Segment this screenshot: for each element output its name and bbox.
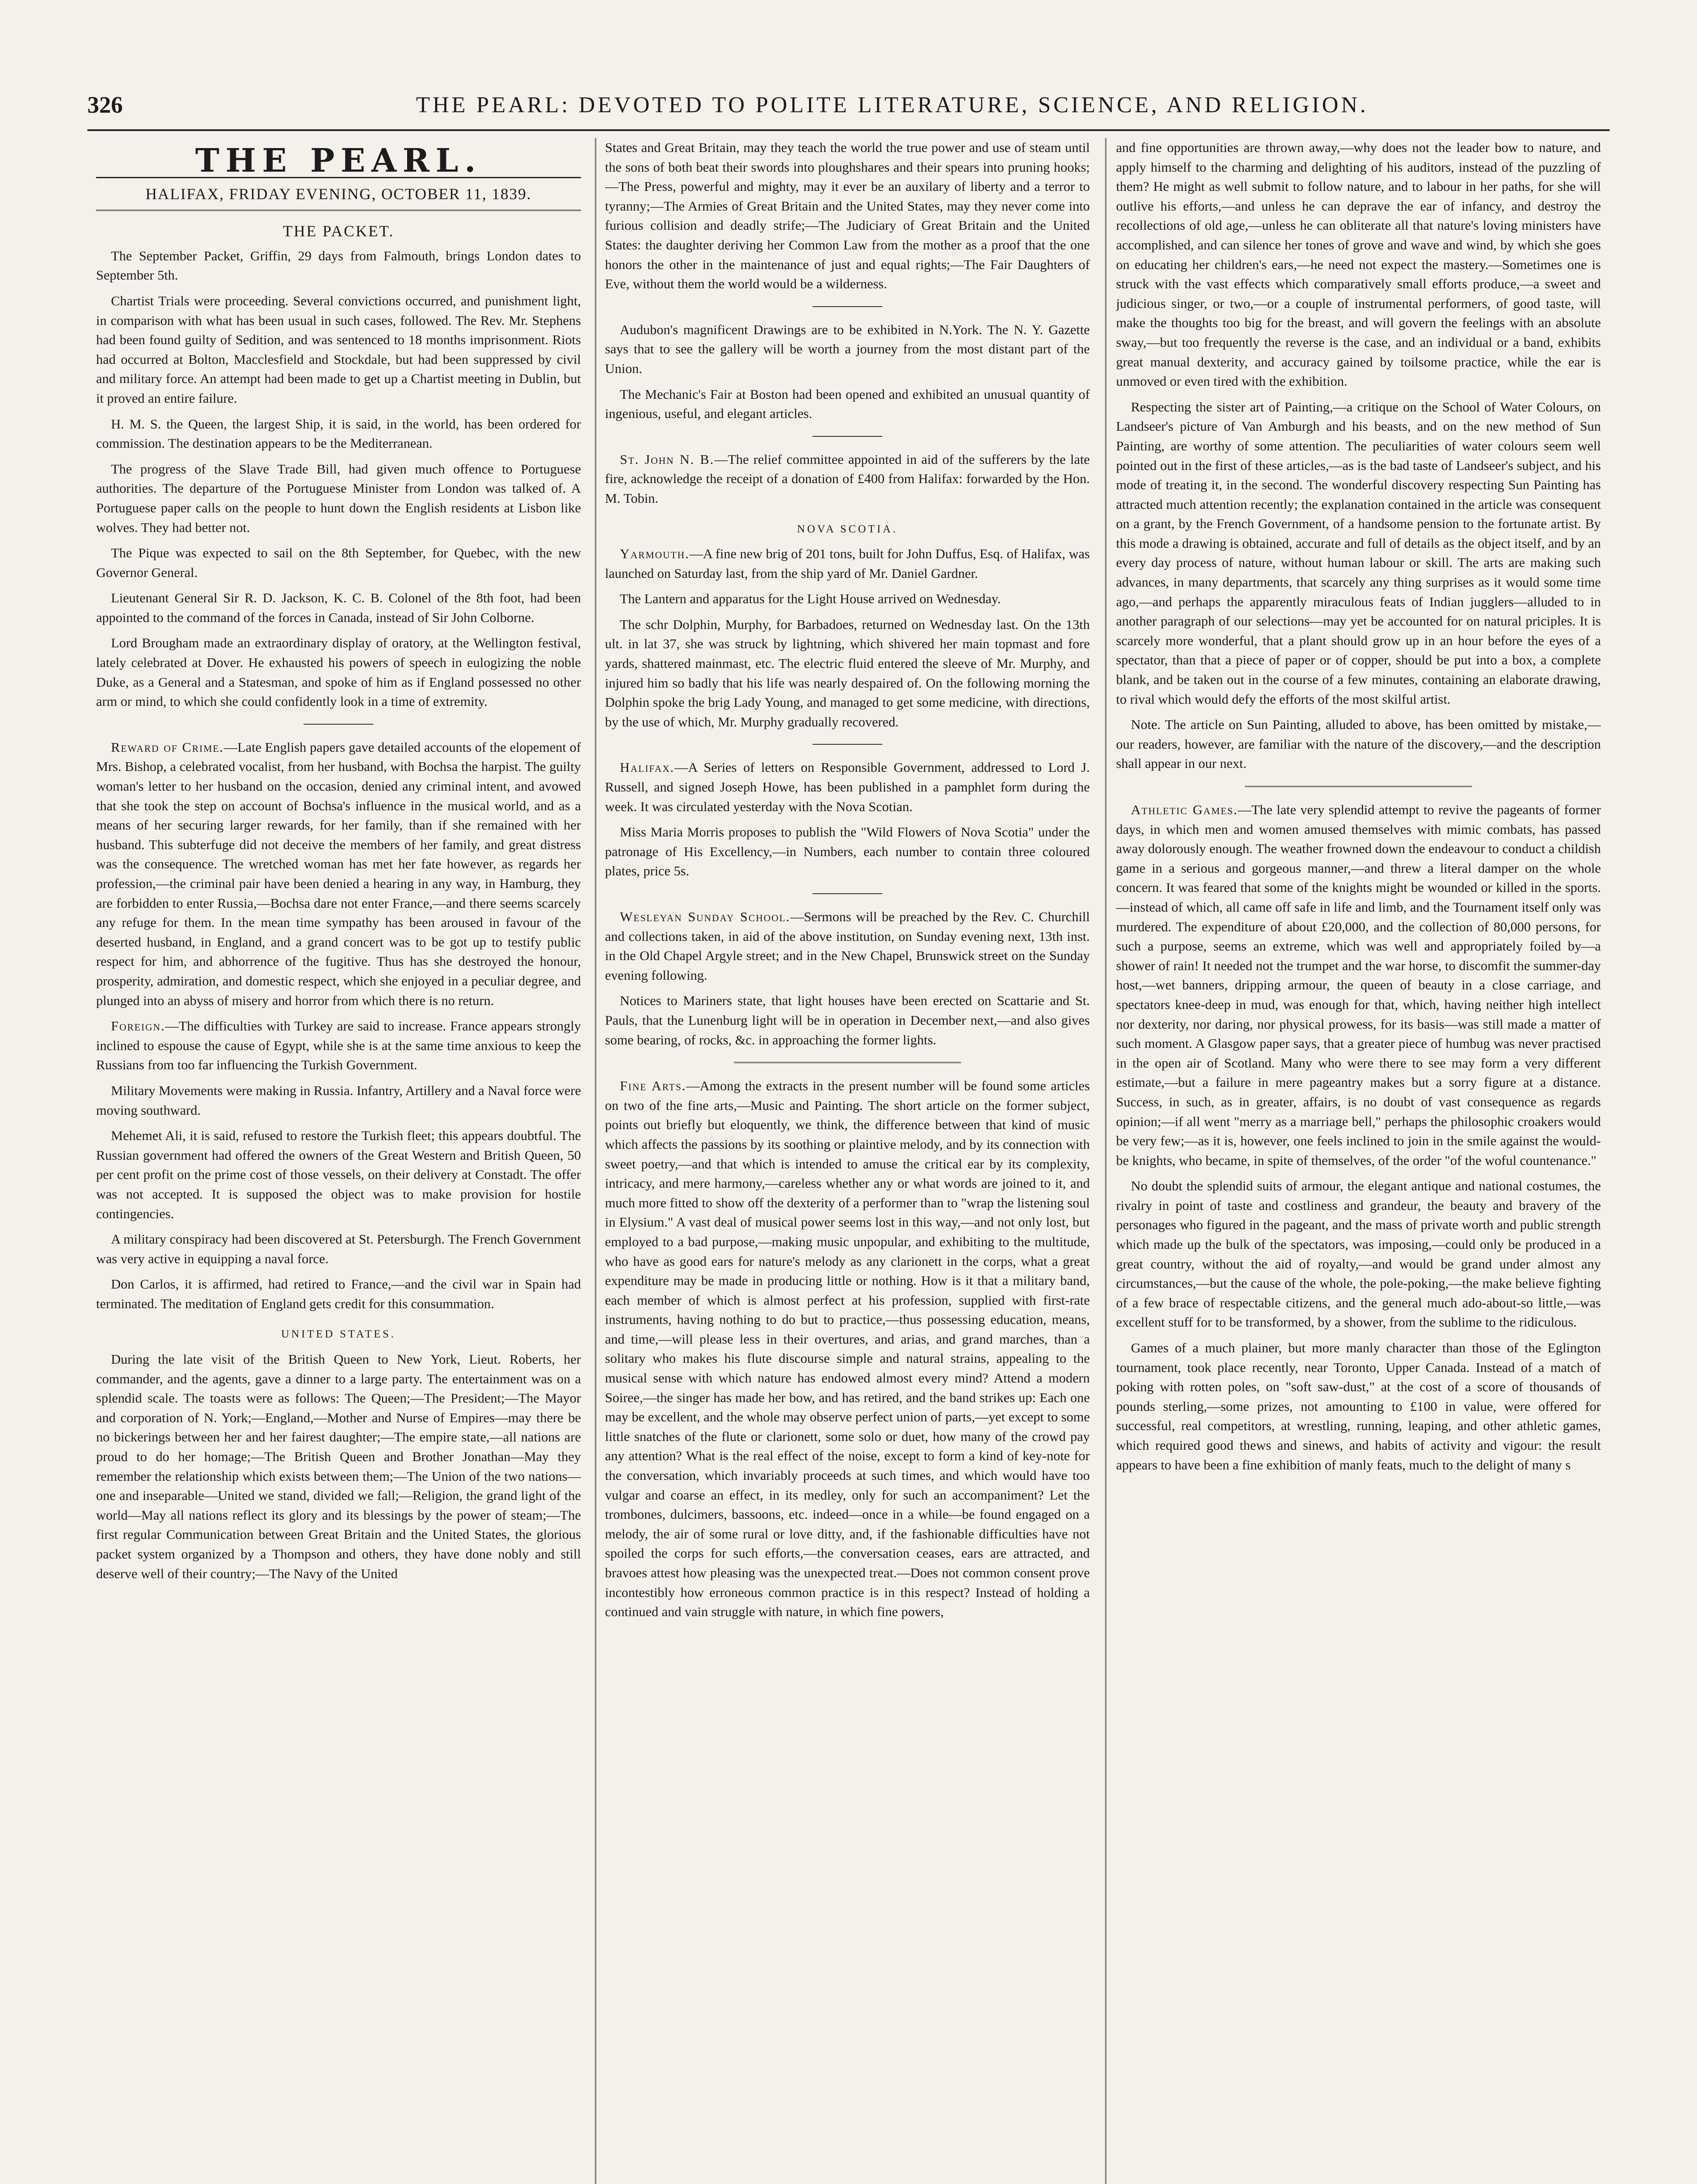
page-number: 326: [87, 92, 123, 118]
article-paragraph: The Lantern and apparatus for the Light House arrived on Wednesday.: [620, 591, 1001, 607]
article-paragraph: Miss Maria Morris proposes to publish the "Wild Flowers of Nova Scotia" under the patronage of His Excellency,—in Numbers, each number to contain three coloured plates, price 5s.: [605, 824, 1090, 879]
article-paragraph: The September Packet, Griffin, 29 days from Falmouth, brings London dates to September 5th.: [96, 248, 581, 283]
article-paragraph: The Pique was expected to sail on the 8th September, for Quebec, with the new Governor General.: [96, 545, 581, 580]
section-divider: [812, 436, 882, 437]
article-paragraph: H. M. S. the Queen, the largest Ship, it is said, in the world, has been ordered for commission. The destination appears to be the Mediterranean.: [96, 416, 581, 451]
article-paragraph: Notices to Mariners state, that light houses have been erected on Scattarie and St. Pauls, that the Lunenburg light will be in operation in December next,—and also gives some bearing, of rocks, &c. in approaching the former lights.: [605, 993, 1090, 1047]
column-2: [605, 138, 1090, 2184]
article-paragraph: Don Carlos, it is affirmed, had retired to France,—and the civil war in Spain had terminated. The meditation of England gets credit for this consummation.: [96, 1276, 581, 1311]
fine-arts-lead: Fine Arts.: [620, 1078, 686, 1094]
article-paragraph: The Mechanic's Fair at Boston had been opened and exhibited an unusual quantity of ingenious, useful, and elegant articles.: [605, 386, 1090, 422]
yarmouth-article: [605, 544, 1090, 583]
section-divider: [304, 724, 373, 725]
article-paragraph: States and Great Britain, may they teach the world the true power and use of steam until the sons of both beat their swords into ploughshares and their spears into pruning hooks;—The Press, powerful and mighty, may it ever be an auxilary of liberty and a terror to tyranny;—The Armies of Great Britain and the United States, may they never come into furious collision and deadly strife;—The Judiciary of Great Britain and the United States: the daughter deriving her Common Law from the mother as a proof that the one honors the other in the maintenance of just and equal rights;—The Fair Daughters of Eve, without them the world would be a wilderness.: [605, 140, 1090, 292]
column-rule-1: [595, 138, 596, 2184]
crime-text: —Late English papers gave detailed accounts of the elopement of Mrs. Bishop, a celebrated vocalist, from her husband, with Bochsa the harpist. The guilty woman's letter to her husband on the occasion, denied any criminal intent, and avowed that she took the step on account of Bochsa's influence in the musical world, and as a means of her securing larger rewards, for her family, than if she remained with her husband. This subterfuge did not deceive the members of her family, and great distress was the consequence. The wretched woman has met her fate however, as regards her profession,—the criminal pair have been denied a hearing in any way, in Hamburg, they are forbidden to enter Russia,—Bochsa dare not enter France,—and there seems scarcely any refuge for them. In the mean time sympathy has been aroused in favour of the deserted husband, in England, and a grand concert was to be got up to testify public respect for him, and abhorrence of the fugitive. Thus has she destroyed the honour, prosperity, admiration, and domestic respect, which she enjoyed in a peculiar degree, and plunged into an abyss of misery and horror from which there is no return.: [96, 739, 581, 1008]
column-1: [96, 138, 581, 2184]
article-paragraph: Lieutenant General Sir R. D. Jackson, K. C. B. Colonel of the 8th foot, had been appointed to the command of the forces in Canada, instead of Sir John Colborne.: [96, 590, 581, 625]
article-paragraph: Audubon's magnificent Drawings are to be exhibited in N.York. The N. Y. Gazette says that to see the gallery will be worth a journey from the most distant part of the Union.: [605, 321, 1090, 376]
section-divider: [812, 306, 882, 307]
stjohn-lead: St. John N. B.: [620, 451, 715, 467]
yarmouth-lead: Yarmouth.: [620, 546, 690, 562]
article-paragraph: No doubt the splendid suits of armour, the elegant antique and national costumes, the rivalry in point of taste and costliness and grandeur, the beauty and bravery of the personages who figured in the pageant, and the mass of private worth and public strength which made up the bulk of the spectators, was imposing,—could only be produced in a great country, without the aid of royalty,—and would be grand under almost any circumstances,—but the cause of the whole, the pole-poking,—the make believe fighting of a few brace of respectable citizens, and the general much ado-about-so little,—was excellent stuff for to be transformed, by a shower, from the sublime to the ridiculous.: [1116, 1178, 1601, 1330]
crime-lead: Reward of Crime.: [111, 739, 224, 755]
wesleyan-article: [605, 907, 1090, 985]
athletic-lead: Athletic Games.: [1131, 802, 1238, 817]
foreign-text: —The difficulties with Turkey are said to increase. France appears strongly inclined to espouse the cause of Egypt, while she is at the same time anxious to keep the Russians from too far influencing the Turkish Government.: [96, 1018, 581, 1073]
section-divider: [734, 1062, 961, 1063]
article-paragraph: During the late visit of the British Queen to New York, Lieut. Roberts, her commander, and the agents, gave a dinner to a large party. The entertainment was on a splendid scale. The toasts were as follows: The Queen;—The President;—The Mayor and corporation of N. York;—England,—Mother and Nurse of Empires—may there be no bickerings between her and her fairest daughter;—The empire state,—all nations are proud to do her homage;—The British Queen and Brother Jonathan—May they remember the relationship which exists between them;—The Union of the two nations—one and inseparable—United we stand, divided we fall;—Religion, the grand light of the world—May all nations reflect its glory and its blessings by the power of steam;—The first regular Communication between Great Britain and the United States, the glorious packet system organized by a Thompson and others, they have done nobly and still deserve well of their country;—The Navy of the United: [96, 1351, 581, 1581]
athletic-text: —The late very splendid attempt to revive the pageants of former days, in which men and women amused themselves with mimic combats, has passed away dolorously enough. The weather frowned down the endeavour to conduct a childish game in a serious and gorgeous manner,—and threw a literal damper on the whole concern. It was feared that some of the knights might be wounded or killed in the sports.—instead of which, all came off safe in life and limb, and the Tournament itself only was murdered. The expenditure of about £20,000, and the collection of 80,000 persons, for such a purpose, seems an extreme, which was well and appropriately foiled by—a shower of rain! It needed not the trumpet and the war horse, to discomfit the summer-day host,—wet banners, dripping armour, the queen of beauty in a close carriage, and spectators knee-deep in mud, was enough for that, which, having neither high intellect nor dexterity, nor daring, nor physical prowess, for its basis—was still made a matter of such moment. A Glasgow paper says, that a greater piece of humbug was never practised in the open air of Scotland. Many who were there to see may form a very different estimate,—but a failure in mere pageantry makes but a sorry figure at a distance. Success, in such, as in greater, affairs, is no doubt of vast consequence as regards opinion;—if all went "merry as a marriage bell," perhaps the philosophic croakers would be very few;—as it is, however, one feels inclined to join in the smile against the would-be knights, who became, in spite of themselves, of the order "of the woful countenance.": [1116, 802, 1601, 1168]
running-head: [87, 87, 1610, 122]
fine-arts-article: [605, 1076, 1090, 1622]
header-rule: [87, 129, 1610, 131]
note-paragraph: Note. The article on Sun Painting, alluded to above, has been omitted by mistake,—our readers, however, are familiar with the nature of the discovery,—and the description shall appear in our next.: [1116, 717, 1601, 771]
article-paragraph: Mehemet Ali, it is said, refused to restore the Turkish fleet; this appears doubtful. The Russian government had offered the owners of the Great Western and British Queen, 50 per cent profit on the prime cost of those vessels, on their delivery at Constadt. The offer was not accepted. It is supposed the object was to make provision for hostile contingencies.: [96, 1128, 581, 1221]
united-states-heading: UNITED STATES.: [281, 1328, 396, 1341]
stjohn-article: [605, 450, 1090, 508]
nova-scotia-heading: NOVA SCOTIA.: [797, 523, 898, 535]
article-paragraph: Lord Brougham made an extraordinary display of oratory, at the Wellington festival, lately celebrated at Dover. He exhausted his powers of speech in eulogizing the noble Duke, as a General and a Statesman, and spoke of him as if England possessed no other arm or mind, to which she could confidently look in a time of extremity.: [96, 635, 581, 709]
foreign-lead: Foreign.: [111, 1018, 166, 1034]
section-divider: [812, 744, 882, 745]
yarmouth-text: —A fine new brig of 201 tons, built for John Duffus, Esq. of Halifax, was launched on Saturday last, from the ship yard of Mr. Daniel Gardner.: [605, 546, 1090, 581]
article-paragraph: Chartist Trials were proceeding. Several convictions occurred, and punishment light, in comparison with what has been usual in such cases, followed. The Rev. Mr. Stephens had been found guilty of Sedition, and was sentenced to 18 months imprisonment. Riots had occurred at Bolton, Macclesfield and Stockdale, but had been suppressed by civil and military force. An attempt had been made to get up a Chartist meeting in Dublin, but it proved an entire failure.: [96, 293, 581, 406]
foreign-article: [96, 1016, 581, 1075]
crime-article: [96, 738, 581, 1010]
halifax-lead: Halifax.: [620, 760, 675, 775]
article-paragraph: A military conspiracy had been discovered at St. Petersburgh. The French Government was very active in equipping a naval force.: [96, 1231, 581, 1266]
article-paragraph: Games of a much plainer, but more manly character than those of the Eglington tournament, took place recently, near Toronto, Upper Canada. Instead of a match of poking with rotten poles, on "soft saw-dust," at the cost of a score of thousands of pounds sterling,—some prizes, not amounting to £100 in value, were offered for successful, real competitors, at wrestling, running, leaping, and other athletic games, which required good thews and sinews, and habits of activity and vigour: the result appears to have been a fine exhibition of manly feats, much to the delight of many s: [1116, 1340, 1601, 1472]
article-paragraph: Military Movements were making in Russia. Infantry, Artillery and a Naval force were moving southward.: [96, 1082, 581, 1118]
fine-arts-text: —Among the extracts in the present number will be found some articles on two of the fine arts,—Music and Painting. The short article on the former subject, points out briefly but eloquently, we think, the difference between that kind of music which affects the passions by its soothing or plaintive melody, and by its connection with sweet poetry,—and that which is intended to amuse the critical ear by its complexity, intricacy, and mere harmony,—careless whether any or what words are joined to it, and much more fitted to show off the dexterity of a performer than to "wrap the listening soul in Elysium." A vast deal of musical power seems lost in this way,—and not only lost, but employed to a bad purpose,—making music unpopular, and exhibiting to the multitude, who have as good ears for nature's melody as any clarionett in the corps, what a great expenditure may be made in producing little or nothing. How is it that a military band, each member of which is almost perfect at his profession, supplied with first-rate instruments, having nothing to do but to practice,—thus possessing education, means, and time,—will please less in their overtures, and arias, and grand marches, than a solitary who makes his flute discourse simple and natural strains, appealing to the musical sense with which nature has endowed almost every mind? Attend a modern Soiree,—the singer has made her bow, and has retired, and the band strikes up: Each one may be excellent, and the whole may observe perfect union of parts,—yet except to some little snatches of the flute or clarionett, some solo or duet, how many of the crowd pay any attention? What is the real effect of the noise, except to form a kind of key-note for the conversation, which invariably proceeds at such times, and which would have too vulgar and coarse an effect, in its medley, only for such an accompaniment? Let the trombones, dulcimers, bassoons, etc. indeed—once in a while—be found engaged on a melody, the air of some rural or love ditty, and, if the fashionable difficulties have not spoiled the corps for such efforts,—the conversation ceases, ears are attracted, and bravoes attest how pleasing was the unexpected treat.—Does not common consent prove incontestibly how erroneous common practice is in this respect? Instead of holding a continued and vain struggle with nature, in which fine powers,: [605, 1078, 1090, 1620]
article-paragraph: Respecting the sister art of Painting,—a critique on the School of Water Colours, on Landseer's picture of Van Amburgh and his beasts, and on the new method of Sun Painting, are worthy of some attention. The peculiarities of water colours seem well pointed out in the first of these articles,—as is the bad taste of Landseer's subject, and his mode of treating it, in the second. The wonderful discovery respecting Sun Painting has attracted much attention recently; the explanation contained in the article was consequent on a grant, by the French Government, of a handsome pension to the fortunate artist. By this mode a drawing is obtained, accurate and full of details as the object itself, and by an every day process of nature, without human labour or skill. The arts are making such advances, in many departments, that scarcely any thing surprises as it would some time ago,—and perhaps the apparently miraculous feats of Indian jugglers—alluded to in another paragraph of our selections—may yet be accounted for on natural priciples. It is scarcely more wonderful, that a plant should grow up in an hour before the eyes of a spectator, than that a piece of paper or of copper, should be put into a box, a complete blank, and be taken out in the course of a few minutes, containing an elaborate drawing, to rival which would defy the efforts of the most skilful artist.: [1116, 399, 1601, 707]
column-3: [1116, 138, 1601, 2184]
masthead-title: THE PEARL.: [195, 142, 482, 180]
stjohn-text: —The relief committee appointed in aid of the sufferers by the late fire, acknowledge the receipt of a donation of £400 from Halifax: forwarded by the Hon. M. Tobin.: [605, 451, 1090, 506]
wesleyan-lead: Wesleyan Sunday School.: [620, 909, 791, 924]
column-rule-2: [1105, 138, 1106, 2184]
halifax-article: [605, 758, 1090, 816]
running-head-title: THE PEARL: DEVOTED TO POLITE LITERATURE, SCIENCE, AND RELIGION.: [416, 92, 1369, 117]
athletic-article: [1116, 800, 1601, 1170]
halifax-text: —A Series of letters on Responsible Government, addressed to Lord J. Russell, and signed Joseph Howe, has been published in a pamphlet form during the week. It was circulated yesterday with the Nova Scotian.: [605, 760, 1090, 814]
article-paragraph: The schr Dolphin, Murphy, for Barbadoes, returned on Wednesday last. On the 13th ult. in lat 37, she was struck by lightning, which shivered her main topmast and fore yards, shattered mainmast, etc. The electric fluid entered the sleeve of Mr. Murphy, and injured him so badly that his life was nearly despaired of. On the following morning the Dolphin spoke the brig Lady Young, and managed to get some medicine, with directions, by the use of which, Mr. Murphy gradually recovered.: [605, 616, 1090, 729]
section-divider: [812, 893, 882, 894]
article-paragraph: The progress of the Slave Trade Bill, had given much offence to Portuguese authorities. The departure of the Portuguese Minister from London was talked of. A Portuguese paper calls on the people to hunt down the English residents at Lisbon like wolves. They had better not.: [96, 461, 581, 535]
section-divider: [1245, 786, 1472, 787]
wesleyan-text: —Sermons will be preached by the Rev. C. Churchill and collections taken, in aid of the above institution, on Sunday evening next, 13th inst. in the Old Chapel Argyle street; and in the New Chapel, Brunswick street on the Sunday evening following.: [605, 909, 1090, 983]
packet-heading: THE PACKET.: [283, 222, 394, 240]
article-paragraph: and fine opportunities are thrown away,—why does not the leader bow to nature, and apply himself to the charming and delighting of his auditors, instead of the puzzling of them? He might as well submit to follow nature, and to labour in her paths, for she will outlive his efforts,—and unless he can deprave the ear of infancy, and destroy the recollections of old age,—unless he can obliterate all that nature's loving ministers have accomplished, and can silence her tones of grove and wave and wind, by which she goes on educating her children's ears,—he need not expect the mastery.—Sometimes one is struck with the vast effects which comparatively small efforts produce,—a sweet and judicious singer, or two,—or a couple of instrumental performers, of good taste, will make the thoughts too big for the breast, and will govern the feelings with an absolute sway,—but too frequently the reverse is the case, and an individual or a band, exhibits great manual dexterity, and accuracy gained by toilsome practice, while the ear is unmoved or even tired with the exhibition.: [1116, 140, 1601, 389]
dateline: HALIFAX, FRIDAY EVENING, OCTOBER 11, 1839.: [96, 177, 581, 211]
